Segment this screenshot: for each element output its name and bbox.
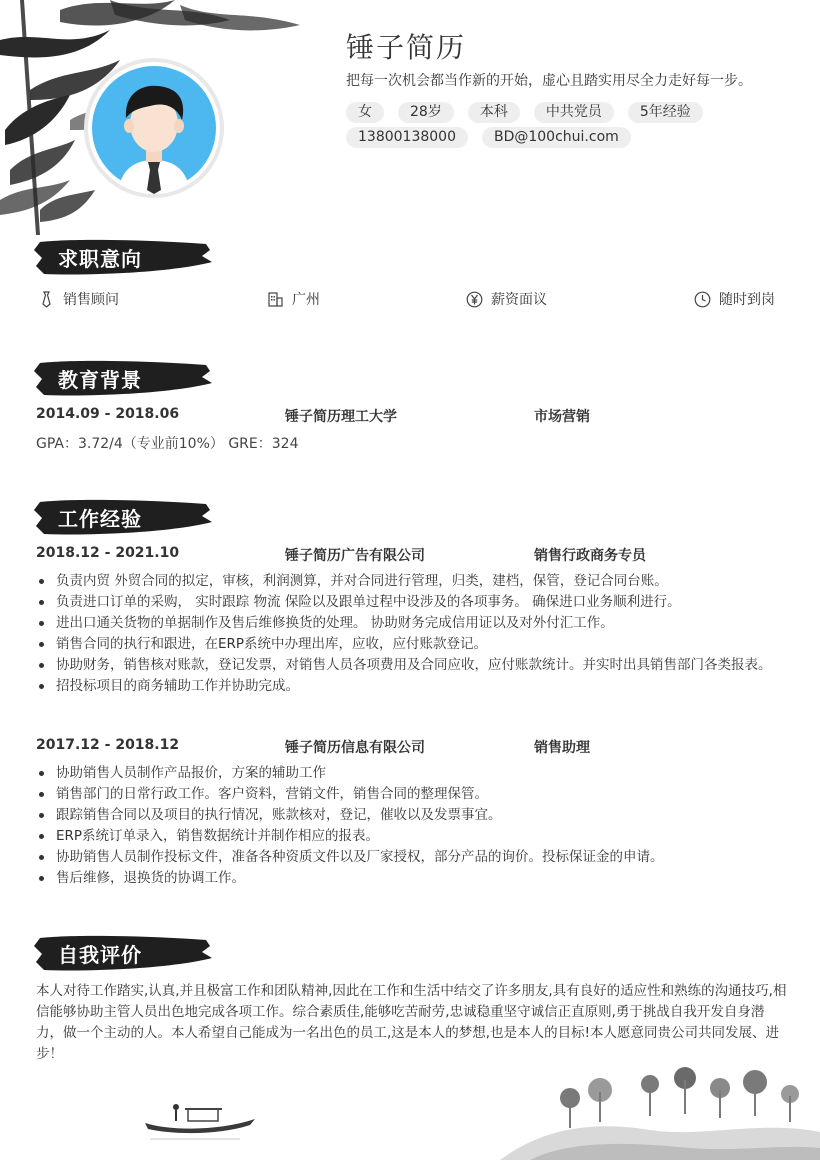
section-header-self	[34, 932, 214, 974]
intent-salary-text: 薪资面议	[491, 292, 547, 308]
phone-tag: 13800138000	[346, 127, 468, 148]
avatar	[88, 62, 220, 194]
age-tag: 28岁	[398, 102, 454, 123]
list-item: 销售部门的日常行政工作。客户资料，营销文件，销售合同的整理保管。	[36, 784, 788, 805]
work-duties-2	[36, 763, 788, 889]
section-title: 教育背景	[58, 368, 142, 392]
education-period: 2014.09 - 2018.06	[36, 406, 180, 422]
email-tag: BD@100chui.com	[482, 127, 631, 148]
education-major: 市场营销	[534, 409, 590, 425]
avatar-illustration	[88, 62, 220, 194]
section-header-work	[34, 496, 214, 538]
contact-tags	[346, 127, 786, 148]
work-title: 销售助理	[534, 740, 590, 756]
list-item: 协助财务，销售核对账款，登记发票，对销售人员各项费用及合同应收，应付账款统计。并实时出具销售部门各类报表。	[36, 655, 788, 676]
intent-arrival	[694, 289, 775, 309]
list-item: 进出口通关货物的单据制作及售后维修换货的处理。 协助财务完成信用证以及对外付汇工作。	[36, 613, 788, 634]
intent-city-text: 广州	[292, 292, 320, 308]
work-period: 2018.12 - 2021.10	[36, 545, 180, 561]
work-period: 2017.12 - 2018.12	[36, 737, 180, 753]
basic-info-tags	[346, 102, 786, 123]
list-item: 协助销售人员制作投标文件，准备各种资质文件以及厂家授权，部分产品的询价。投标保证金的申请。	[36, 847, 788, 868]
section-title: 工作经验	[58, 507, 142, 531]
tie-icon	[38, 291, 55, 308]
self-evaluation-text: 本人对待工作踏实,认真,并且极富工作和团队精神,因此在工作和生活中结交了许多朋友,具有良好的适应性和熟练的沟通技巧,相信能够协助主管人员出色地完成各项工作。综合素质佳,能够吃苦耐劳,忠诚稳重坚守诚信正直原则,勇于挑战自我开发自身潜力，做一个主动的人。本人希望自己能成为一名出色的员工,这是本人的梦想,也是本人的目标!本人愿意同贵公司共同发展、进步！	[36, 983, 787, 1062]
list-item: 负责内贸 外贸合同的拟定，审核，利润测算，并对合同进行管理，归类，建档，保管，登记合同台账。	[36, 571, 788, 592]
section-header-intent	[34, 236, 214, 278]
section-title: 求职意向	[58, 247, 142, 271]
building-icon	[267, 291, 284, 308]
yen-icon	[466, 291, 483, 308]
degree-tag: 本科	[468, 102, 520, 123]
intent-arrival-text: 随时到岗	[719, 292, 775, 308]
clock-icon	[694, 291, 711, 308]
section-title: 自我评价	[58, 943, 142, 967]
intent-position	[38, 289, 119, 309]
education-detail: GPA：3.72/4（专业前10%） GRE：324	[36, 436, 299, 452]
list-item: 跟踪销售合同以及项目的执行情况，账款核对，登记，催收以及发票事宜。	[36, 805, 788, 826]
boat-decoration	[140, 1095, 260, 1145]
work-company: 锤子简历信息有限公司	[285, 740, 425, 756]
list-item: ERP系统订单录入，销售数据统计并制作相应的报表。	[36, 826, 788, 847]
work-title: 销售行政商务专员	[534, 548, 646, 564]
education-school: 锤子简历理工大学	[285, 409, 397, 425]
resume-title: 锤子简历	[346, 31, 467, 64]
intent-city	[267, 289, 320, 309]
experience-tag: 5年经验	[628, 102, 703, 123]
work-duties-1	[36, 571, 788, 697]
party-tag: 中共党员	[534, 102, 614, 123]
work-company: 锤子简历广告有限公司	[285, 548, 425, 564]
list-item: 售后维修，退换货的协调工作。	[36, 868, 788, 889]
list-item: 招投标项目的商务辅助工作并协助完成。	[36, 676, 788, 697]
intent-salary	[466, 289, 547, 309]
gender-tag: 女	[346, 102, 384, 123]
intent-position-text: 销售顾问	[63, 292, 119, 308]
motto: 把每一次机会都当作新的开始，虚心且踏实用尽全力走好每一步。	[346, 73, 752, 89]
list-item: 负责进口订单的采购， 实时跟踪 物流 保险以及跟单过程中设涉及的各项事务。 确保进口业务顺利进行。	[36, 592, 788, 613]
landscape-decoration	[500, 1060, 820, 1160]
list-item: 销售合同的执行和跟进，在ERP系统中办理出库，应收，应付账款登记。	[36, 634, 788, 655]
section-header-education	[34, 357, 214, 399]
list-item: 协助销售人员制作产品报价，方案的辅助工作	[36, 763, 788, 784]
